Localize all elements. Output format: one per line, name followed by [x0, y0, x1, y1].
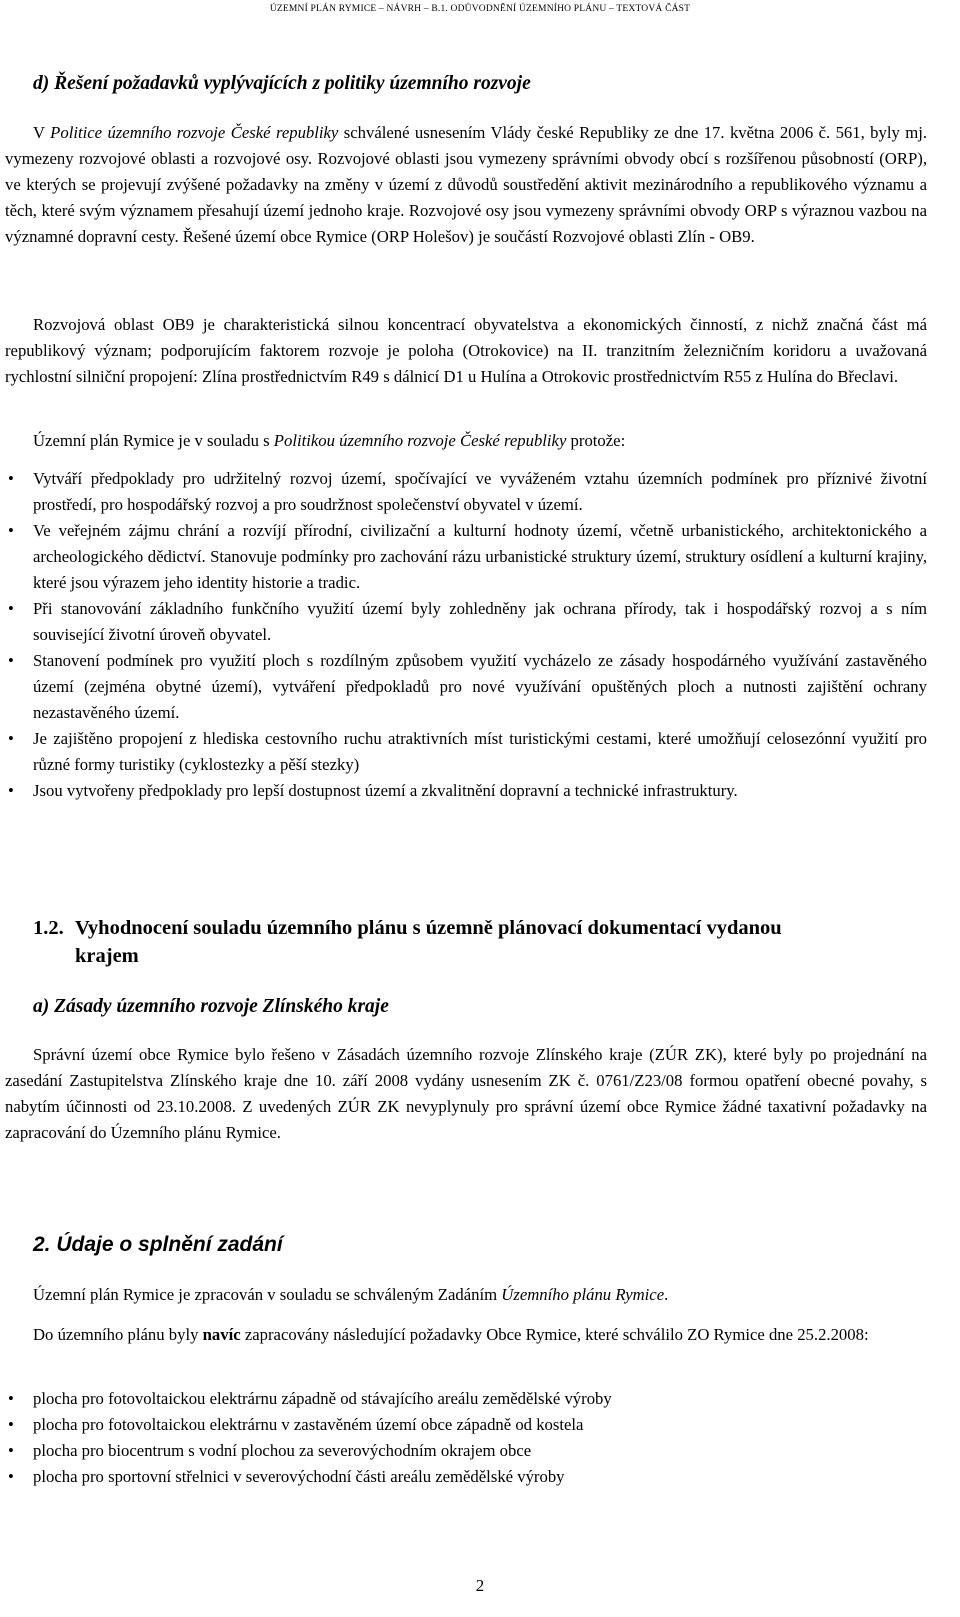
s2-p2-text-a: Do územního plánu byly [33, 1325, 203, 1344]
s2-p1-text-c: . [664, 1285, 669, 1304]
page-number: 2 [475, 1576, 485, 1595]
section-d-bullet-list [5, 466, 927, 804]
list-item: • plocha pro sportovní střelnici v severovýchodní části areálu zemědělské výroby [8, 1467, 565, 1486]
list-item: • Stanovení podmínek pro využití ploch s rozdílným způsobem využití vycházelo ze zásady hospodárného využívání zastavěného území (zejména obytné území), vytváření předpokladů pro nové využívání opuštěných ploch a nutnosti zajištění ochrany nezastavěného území. [8, 651, 927, 722]
section-a-heading: a) Zásady územního rozvoje Zlínského kraje [33, 996, 389, 1017]
p3-text-a: Územní plán Rymice je v souladu s [33, 431, 274, 450]
s2-p2-text-c: zapracovány následující požadavky Obce Rymice, které schválilo ZO Rymice dne 25.2.2008: [240, 1325, 869, 1344]
section-d-paragraph-3 [5, 428, 927, 454]
running-header: ÚZEMNÍ PLÁN RYMICE – NÁVRH – B.1. ODŮVODNĚNÍ ÚZEMNÍHO PLÁNU – TEXTOVÁ ČÁST [269, 4, 691, 14]
section-2-bullet-list [5, 1386, 927, 1490]
section-number: 1.2. [33, 917, 64, 939]
section-2-paragraph-2 [5, 1322, 927, 1348]
list-item: • plocha pro biocentrum s vodní plochou za severovýchodním okrajem obce [8, 1441, 532, 1460]
zur-text: Správní území obce Rymice bylo řešeno v Zásadách územního rozvoje Zlínského kraje (ZÚR ZK), které byly po projednání na zasedání Zastupitelstva Zlínského kraje dne 10. září 2008 vydány usnesením ZK č. 0761/Z23/08 formou opatření obecné povahy, s nabytím účinnosti od 23.10.2008. Z uvedených ZÚR ZK nevyplynuly pro správní území obce Rymice žádné taxativní požadavky na zapracování do Územního plánu Rymice. [5, 1045, 927, 1142]
p1-text-c: schválené usnesením Vlády české Republiky ze dne 17. května 2006 č. 561, byly mj. vymezeny rozvojové oblasti a rozvojové osy. Rozvojové oblasti jsou vymezeny správními obvody obcí s rozšířenou působností (ORP), ve kterých se projevují zvýšené požadavky na změny v území z důvodů soustředění aktivit mezinárodního a republikového významu a těch, které svým významem přesahují území jednoho kraje. Rozvojové osy jsou vymezeny správními obvody ORP s výraznou vazbou na významné dopravní cesty. Řešené území obce Rymice (ORP Holešov) je součástí Rozvojové oblasti Zlín - OB9. [5, 123, 928, 246]
p1-text-a: V [33, 123, 51, 142]
list-item: • plocha pro fotovoltaickou elektrárnu v zastavěném území obce západně od kostela [8, 1415, 584, 1434]
section-1-2-paragraph [5, 1042, 927, 1146]
p3-text-c: protože: [566, 431, 626, 450]
section-2-paragraph-1 [5, 1282, 927, 1308]
section-d-paragraph-1 [5, 120, 927, 250]
list-item: • Jsou vytvořeny předpoklady pro lepší dostupnost území a zkvalitnění dopravní a technické infrastruktury. [8, 781, 738, 800]
section-d-heading: d) Řešení požadavků vyplývajících z politiky územního rozvoje [33, 73, 531, 94]
section-2-heading: 2. Údaje o splnění zadání [33, 1233, 283, 1256]
s2-p2-bold: navíc [202, 1325, 241, 1344]
p1-italic-policy: Politice územního rozvoje České republiky [50, 123, 339, 142]
section-1-2-title-line-1: Vyhodnocení souladu územního plánu s územně plánovací dokumentací vydanou [75, 917, 782, 939]
p2-text: Rozvojová oblast OB9 je charakteristická silnou koncentrací obyvatelstva a ekonomických činností, z nichž značná část má republikový význam; podporujícím faktorem rozvoje je poloha (Otrokovice) na II. tranzitním železničním koridoru a uvažovaná rychlostní silniční propojení: Zlína prostřednictvím R49 s dálnicí D1 u Hulína a Otrokovic prostřednictvím R55 z Hulína do Břeclavi. [5, 315, 927, 386]
list-item: • plocha pro fotovoltaickou elektrárnu západně od stávajícího areálu zemědělské výroby [8, 1389, 612, 1408]
list-item: • Vytváří předpoklady pro udržitelný rozvoj území, spočívající ve vyváženém vztahu územních podmínek pro příznivé životní prostředí, pro hospodářský rozvoj a pro soudržnost společenství obyvatel v území. [8, 469, 927, 514]
section-d-paragraph-2 [5, 312, 927, 390]
section-1-2-heading [33, 914, 933, 970]
s2-p1-italic: Územního plánu Rymice [501, 1285, 665, 1304]
list-item: • Je zajištěno propojení z hlediska cestovního ruchu atraktivních míst turistickými cestami, které umožňují celosezónní využití pro různé formy turistiky (cyklostezky a pěší stezky) [8, 729, 927, 774]
list-item: • Při stanovování základního funkčního využití území byly zohledněny jak ochrana přírody, tak i hospodářský rozvoj a s ním související životní úroveň obyvatel. [8, 599, 927, 644]
list-item: • Ve veřejném zájmu chrání a rozvíjí přírodní, civilizační a kulturní hodnoty území, včetně urbanistického, architektonického a archeologického dědictví. Stanovuje podmínky pro zachování rázu urbanistické struktury území, struktury osídlení a kulturní krajiny, které jsou výrazem jeho identity historie a tradic. [8, 521, 927, 592]
section-1-2-title-line-2: krajem [75, 945, 139, 967]
s2-p1-text-a: Územní plán Rymice je zpracován v souladu se schváleným Zadáním [33, 1285, 502, 1304]
p3-italic-policy: Politikou územního rozvoje České republiky [273, 431, 567, 450]
